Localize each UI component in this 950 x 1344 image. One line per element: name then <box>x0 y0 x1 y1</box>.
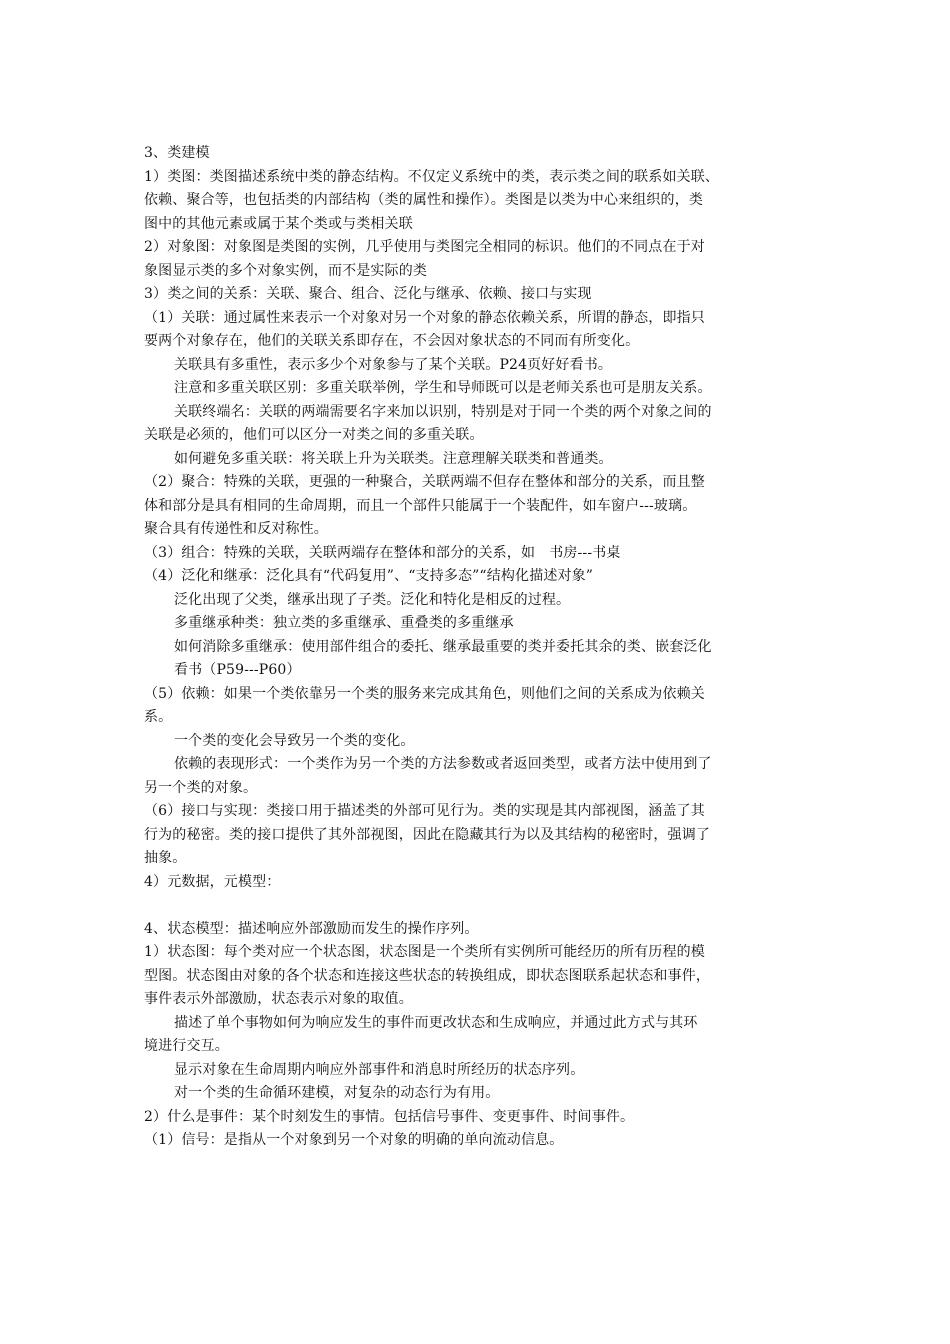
text-line: 关联终端名：关联的两端需要名字来加以识别，特别是对于同一个类的两个对象之间的 <box>174 403 712 420</box>
text-line: 抽象。 <box>144 850 187 866</box>
text-line: 行为的秘密。类的接口提供了其外部视图，因此在隐藏其行为以及其结构的秘密时，强调了 <box>144 826 710 843</box>
text-line: 看书（P59---P60） <box>174 662 301 678</box>
text-line: 1）状态图：每个类对应一个状态图，状态图是一个类所有实例所可能经历的所有历程的模 <box>144 944 705 960</box>
text-line: （5）依赖：如果一个类依靠另一个类的服务来完成其角色，则他们之间的关系成为依赖关 <box>144 685 705 702</box>
text-line: 多重继承种类：独立类的多重继承、重叠类的多重继承 <box>174 615 514 631</box>
text-line: 象图显示类的多个对象实例，而不是实际的类 <box>144 262 427 279</box>
text-line: 显示对象在生命周期内响应外部事件和消息时所经历的状态序列。 <box>174 1061 585 1078</box>
section-heading-state-model: 4、状态模型：描述响应外部激励而发生的操作序列。 <box>144 920 479 937</box>
text-line: 依赖的表现形式：一个类作为另一个类的方法参数或者返回类型，或者方法中使用到了 <box>174 756 712 772</box>
section-heading-class-modeling: 3、类建模 <box>144 145 210 161</box>
text-line: 依赖、聚合等，也包括类的内部结构（类的属性和操作）。类图是以类为中心来组织的，类 <box>144 192 703 208</box>
text-line: 图中的其他元素或属于某个类或与类相关联 <box>144 215 413 232</box>
text-line: （1）关联：通过属性来表示一个对象对另一个对象的静态依赖关系，所谓的静态，即指只 <box>144 309 705 326</box>
text-line: 4）元数据，元模型： <box>144 873 281 890</box>
text-line: 聚合具有传递性和反对称性。 <box>144 521 328 537</box>
text-line: 关联具有多重性，表示多少个对象参与了某个关联。P24页好好看书。 <box>174 356 613 373</box>
text-line: 2）对象图：对象图是类图的实例，几乎使用与类图完全相同的标识。他们的不同点在于对 <box>144 239 705 255</box>
text-line: （3）组合：特殊的关联，关联两端存在整体和部分的关系，如 书房---书桌 <box>144 544 621 561</box>
text-line: 2）什么是事件：某个时刻发生的事情。包括信号事件、变更事件、时间事件。 <box>144 1108 635 1125</box>
text-line: 3）类之间的关系：关联、聚合、组合、泛化与继承、依赖、接口与实现 <box>144 286 592 302</box>
text-line: 如何避免多重关联：将关联上升为关联类。注意理解关联类和普通类。 <box>174 450 613 467</box>
text-line: 描述了单个事物如何为响应发生的事件而更改状态和生成响应，并通过此方式与其环 <box>174 1014 698 1031</box>
document-body <box>144 142 812 1153</box>
text-line: 如何消除多重继承：使用部件组合的委托、继承最重要的类并委托其余的类、嵌套泛化 <box>174 638 712 655</box>
text-line: 事件表示外部激励，状态表示对象的取值。 <box>144 991 413 1007</box>
text-line: 注意和多重关联区别：多重关联举例，学生和导师既可以是老师关系也可是朋友关系。 <box>174 380 712 396</box>
text-line: 对一个类的生命循环建模，对复杂的动态行为有用。 <box>174 1085 500 1101</box>
text-line: 1）类图：类图描述系统中类的静态结构。不仅定义系统中的类，表示类之间的联系如关联、 <box>144 168 720 185</box>
text-line: 系。 <box>144 709 173 725</box>
text-line: 要两个对象存在，他们的关联关系即存在，不会因对象状态的不同而有所变化。 <box>144 333 640 349</box>
text-line: 境进行交互。 <box>144 1038 229 1054</box>
text-line: 另一个类的对象。 <box>144 779 258 796</box>
text-line: 体和部分是具有相同的生命周期，而且一个部件只能属于一个装配件，如车窗户---玻璃。 <box>144 497 697 514</box>
blank-line <box>144 894 812 918</box>
text-line: （6）接口与实现：类接口用于描述类的外部可见行为。类的实现是其内部视图，涵盖了其 <box>144 803 705 819</box>
text-line: 一个类的变化会导致另一个类的变化。 <box>174 732 415 749</box>
text-line: 关联是必须的，他们可以区分一对类之间的多重关联。 <box>144 427 484 443</box>
text-line: 泛化出现了父类，继承出现了子类。泛化和特化是相反的过程。 <box>174 591 571 608</box>
text-line: 型图。状态图由对象的各个状态和连接这些状态的转换组成，即状态图联系起状态和事件， <box>144 967 710 984</box>
text-line: （4）泛化和继承：泛化具有“代码复用”、“支持多态”“结构化描述对象” <box>144 568 594 584</box>
text-line: （2）聚合：特殊的关联，更强的一种聚合，关联两端不但存在整体和部分的关系，而且整 <box>144 474 705 490</box>
text-line: （1）信号：是指从一个对象到另一个对象的明确的单向流动信息。 <box>144 1132 564 1148</box>
